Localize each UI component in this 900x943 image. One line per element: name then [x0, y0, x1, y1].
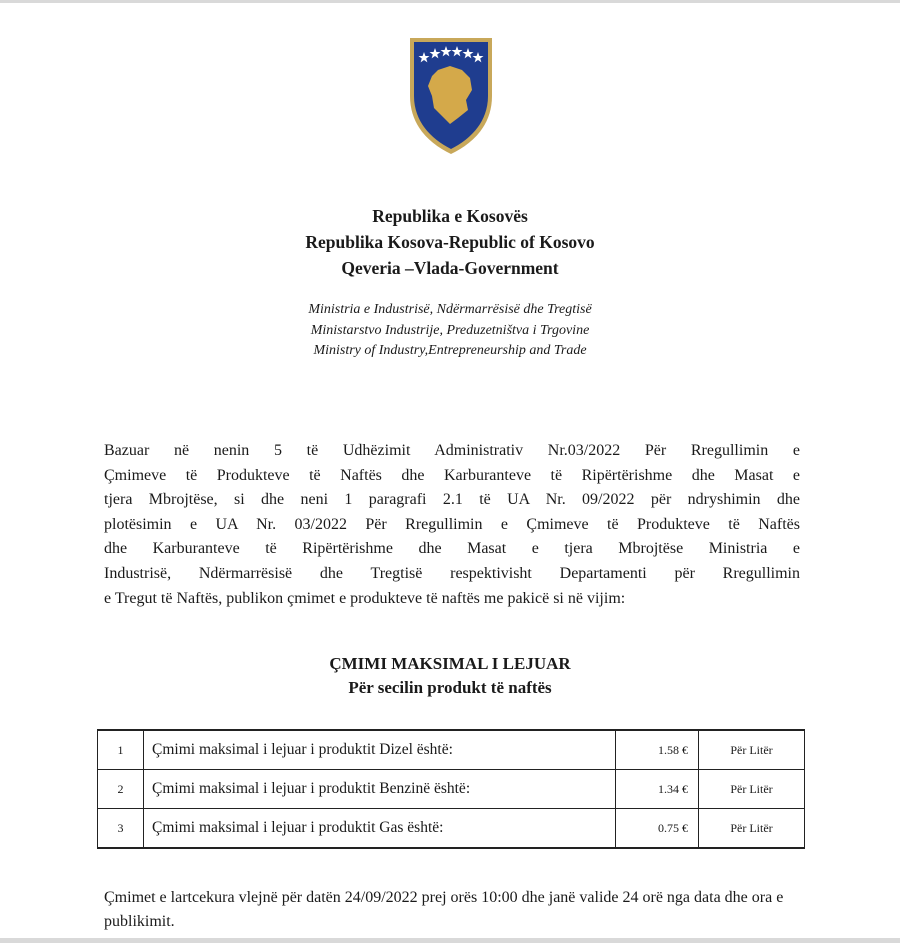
header-line-republic-al: Republika e Kosovës	[372, 206, 528, 226]
intro-line: Bazuar në nenin 5 të Udhëzimit Administrativ Nr.03/2022 Për Rregullimin e	[104, 442, 800, 459]
header-line-government: Qeveria –Vlada-Government	[341, 258, 559, 278]
row-unit: Për Litër	[699, 809, 805, 849]
kosovo-coat-of-arms-icon	[406, 34, 496, 158]
intro-line: dhe Karburanteve të Ripërtërishme dhe Masat e tjera Mbrojtëse Ministria e	[104, 540, 800, 558]
price-table	[97, 729, 805, 849]
bottom-edge	[0, 938, 900, 943]
government-header	[0, 203, 900, 281]
price-title-block	[0, 652, 900, 700]
row-unit: Për Litër	[699, 770, 805, 809]
table-row	[98, 770, 805, 809]
price-subtitle: Për secilin produkt të naftës	[348, 678, 552, 697]
table-row	[98, 809, 805, 849]
price-title: ÇMIMI MAKSIMAL I LEJUAR	[329, 654, 571, 673]
intro-line: tjera Mbrojtëse, si dhe neni 1 paragrafi 2.1 të UA Nr. 09/2022 për ndryshimin dhe	[104, 491, 800, 509]
row-price: 1.34 €	[616, 770, 699, 809]
intro-paragraph	[104, 439, 800, 611]
row-description: Çmimi maksimal i lejuar i produktit Dizel është:	[144, 730, 616, 770]
ministry-header	[0, 300, 900, 362]
header-line-republic-sr-en: Republika Kosova-Republic of Kosovo	[305, 232, 595, 252]
row-unit: Për Litër	[699, 730, 805, 770]
intro-line: plotësimin e UA Nr. 03/2022 Për Rregullimin e Çmimeve të Produkteve të Naftës	[104, 515, 800, 533]
ministry-line-al: Ministria e Industrisë, Ndërmarrësisë dhe Tregtisë	[308, 302, 592, 317]
row-number: 3	[98, 809, 144, 849]
top-edge	[0, 0, 900, 3]
row-number: 2	[98, 770, 144, 809]
row-description: Çmimi maksimal i lejuar i produktit Benzinë është:	[144, 770, 616, 809]
table-row	[98, 730, 805, 770]
intro-line: e Tregut të Naftës, publikon çmimet e produkteve të naftës me pakicë si në vijim:	[104, 589, 626, 607]
validity-note: Çmimet e lartcekura vlejnë për datën 24/09/2022 prej orës 10:00 dhe janë valide 24 orë nga data dhe ora e publikimit.	[104, 889, 784, 930]
ministry-line-en: Ministry of Industry,Entrepreneurship and Trade	[313, 343, 587, 358]
row-number: 1	[98, 730, 144, 770]
intro-line: Çmimeve të Produkteve të Naftës dhe Karburanteve të Ripërtërishme dhe Masat e	[104, 466, 800, 484]
intro-line: Industrisë, Ndërmarrësisë dhe Tregtisë respektivisht Departamenti për Rregullimin	[104, 564, 800, 582]
row-price: 0.75 €	[616, 809, 699, 849]
ministry-line-sr: Ministarstvo Industrije, Preduzetništva i Trgovine	[310, 322, 590, 338]
row-price: 1.58 €	[616, 730, 699, 770]
row-description: Çmimi maksimal i lejuar i produktit Gas është:	[144, 809, 616, 849]
